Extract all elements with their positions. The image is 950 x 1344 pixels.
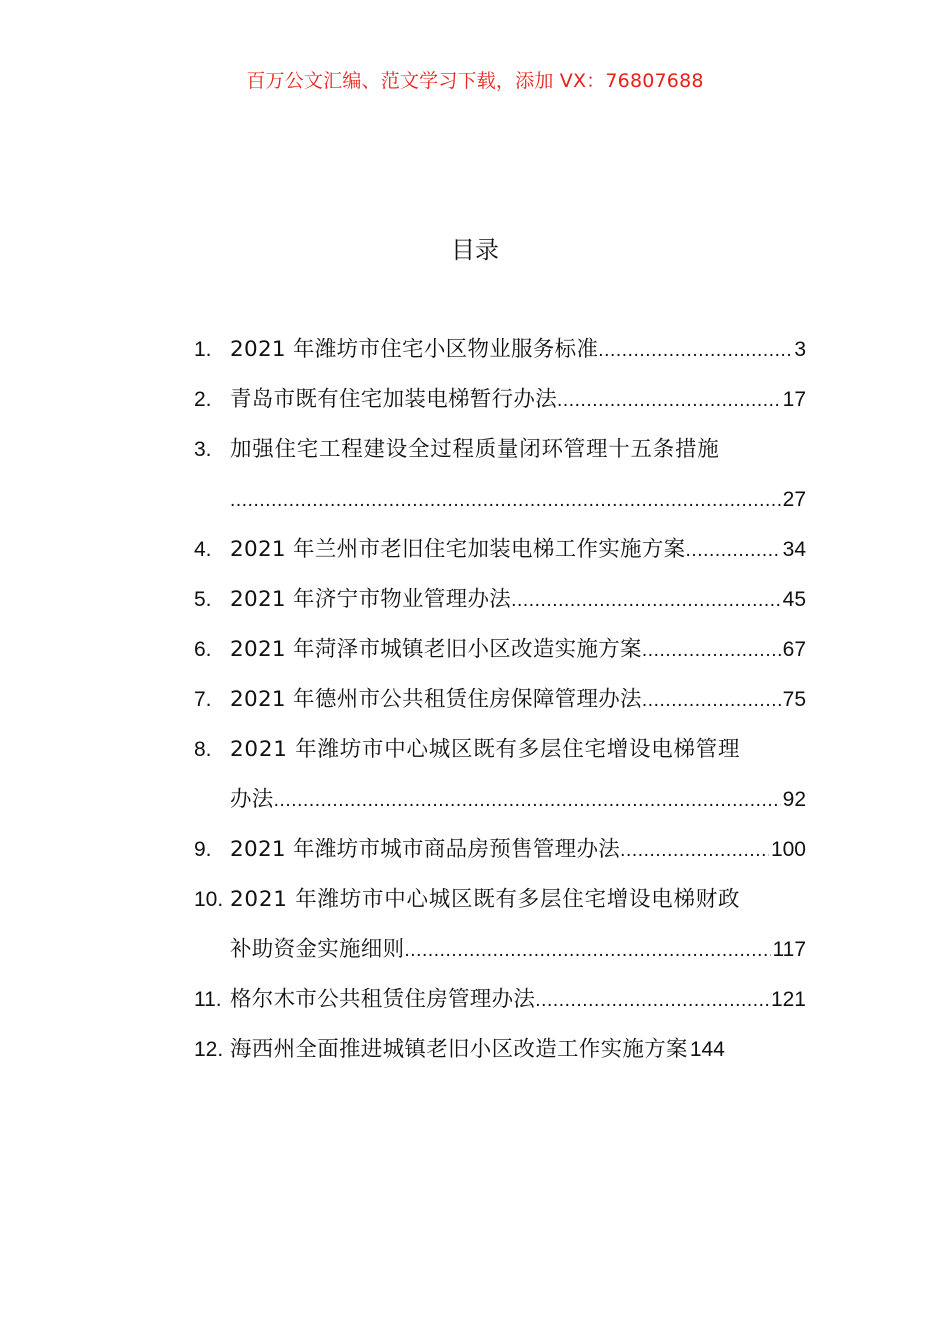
toc-dot-leader <box>274 784 781 818</box>
toc-dot-leader <box>404 934 770 968</box>
toc-entry-title: 2021 年菏泽市城镇老旧小区改造实施方案 <box>230 637 642 662</box>
toc-entry-8[interactable] <box>194 733 806 833</box>
toc-dot-leader <box>642 634 781 668</box>
toc-entry-12[interactable] <box>194 1033 806 1083</box>
toc-entry-title-line1: 2021 年潍坊市中心城区既有多层住宅增设电梯管理 <box>230 737 741 762</box>
toc-entry-number: 3. <box>194 438 212 461</box>
toc-dot-leader <box>598 334 792 368</box>
toc-entry-title: 青岛市既有住宅加装电梯暂行办法 <box>230 387 558 412</box>
toc-entry-page: 67 <box>782 638 806 661</box>
toc-entry-number: 7. <box>194 688 212 711</box>
toc-entry-number: 2. <box>194 388 212 411</box>
toc-entry-number: 9. <box>194 838 212 861</box>
toc-entry-title: 2021 年潍坊市城市商品房预售管理办法 <box>230 837 621 862</box>
toc-entry-page: 34 <box>782 538 806 561</box>
toc-entry-2[interactable] <box>194 383 806 433</box>
toc-entry-page: 17 <box>782 388 806 411</box>
toc-entry-title: 2021 年济宁市物业管理办法 <box>230 587 512 612</box>
toc-entry-7[interactable] <box>194 683 806 733</box>
toc-entry-number: 11. <box>194 988 222 1011</box>
toc-entry-page: 75 <box>782 688 806 711</box>
toc-entry-3[interactable] <box>194 433 806 533</box>
toc-entry-title: 加强住宅工程建设全过程质量闭环管理十五条措施 <box>230 437 720 462</box>
toc-dot-leader <box>535 984 769 1018</box>
toc-entry-number: 5. <box>194 588 212 611</box>
toc-entry-page: 121 <box>770 988 806 1011</box>
toc-entry-number: 8. <box>194 738 212 761</box>
toc-dot-leader <box>230 484 781 518</box>
toc-entry-number: 10. <box>194 888 224 911</box>
toc-entry-page: 27 <box>782 488 806 511</box>
toc-title: 目录 <box>451 236 499 264</box>
toc-entry-page: 45 <box>782 588 806 611</box>
toc-entry-title: 2021 年兰州市老旧住宅加装电梯工作实施方案 <box>230 537 686 562</box>
toc-dot-leader <box>685 534 780 568</box>
toc-entry-title: 2021 年德州市公共租赁住房保障管理办法 <box>230 687 642 712</box>
toc-entry-title-line2: 办法 <box>230 787 274 812</box>
toc-entry-title-line1: 2021 年潍坊市中心城区既有多层住宅增设电梯财政 <box>230 887 741 912</box>
toc-entry-number: 12. <box>194 1038 224 1061</box>
toc-dot-leader <box>511 584 781 618</box>
toc-entry-5[interactable] <box>194 583 806 633</box>
toc-entry-title: 海西州全面推进城镇老旧小区改造工作实施方案 <box>230 1037 688 1062</box>
toc-entry-9[interactable] <box>194 833 806 883</box>
toc-entry-page: 100 <box>770 838 806 861</box>
toc-dot-leader <box>620 834 769 868</box>
toc-entry-4[interactable] <box>194 533 806 583</box>
toc-entry-11[interactable] <box>194 983 806 1033</box>
toc-entry-number: 4. <box>194 538 212 561</box>
toc-entry-1[interactable] <box>194 333 806 383</box>
toc-entry-page: 144 <box>689 1038 725 1061</box>
toc-dot-leader <box>557 384 781 418</box>
toc-dot-leader <box>642 684 781 718</box>
toc-entry-number: 6. <box>194 638 212 661</box>
toc-entry-page: 92 <box>782 788 806 811</box>
toc-entry-title: 2021 年潍坊市住宅小区物业服务标准 <box>230 337 599 362</box>
toc-entry-6[interactable] <box>194 633 806 683</box>
toc-entry-number: 1. <box>194 338 212 361</box>
toc-entry-10[interactable] <box>194 883 806 983</box>
toc-entry-title: 格尔木市公共租赁住房管理办法 <box>230 987 536 1012</box>
toc-entry-page: 3 <box>794 338 806 361</box>
toc-entry-title-line2: 补助资金实施细则 <box>230 937 405 962</box>
toc-entry-page: 117 <box>772 938 806 961</box>
table-of-contents <box>194 333 806 1083</box>
header-banner: 百万公文汇编、范文学习下载，添加 VX：76807688 <box>246 70 704 92</box>
